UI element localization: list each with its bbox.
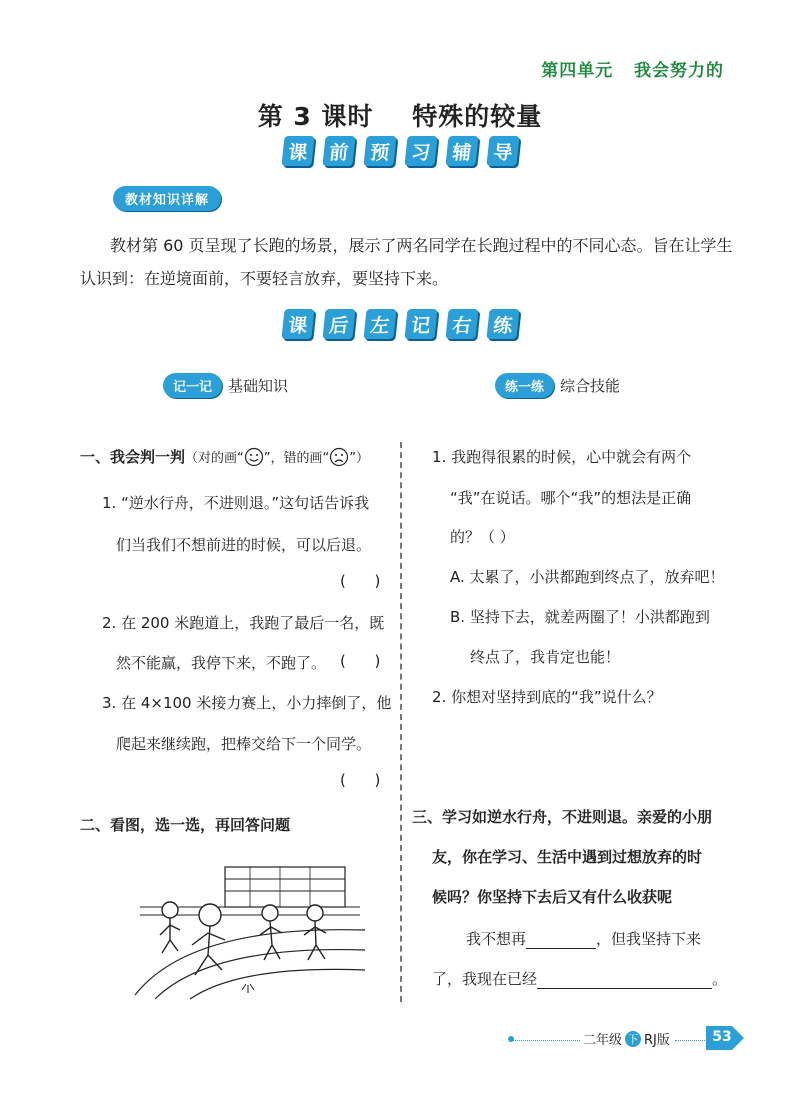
textbook-line-2: 认识到：在逆境面前，不要轻言放弃，要坚持下来。 — [80, 269, 449, 288]
skill-q1-line1: 1. 我跑得很累的时候，心中就会有两个 — [432, 448, 692, 466]
skill-option-b-line1: B. 坚持下去，就差两圈了！小洪都跑到 — [450, 608, 710, 626]
fill-blank-1[interactable] — [526, 932, 596, 949]
banner-char: 右 — [445, 309, 478, 339]
frown-icon — [329, 447, 349, 467]
footer-dot — [508, 1036, 514, 1042]
banner-char: 导 — [486, 136, 519, 166]
left-section-tag: 记一记 — [163, 373, 222, 398]
skill-option-a: A. 太累了，小洪都跑到终点了，放弃吧！ — [450, 568, 725, 586]
right-section-tag: 练一练 — [495, 373, 554, 398]
fill-line-1 — [466, 928, 701, 949]
footer-term-badge: 下 — [625, 1031, 641, 1047]
skill-q1-line3: 的？（ ） — [450, 528, 515, 546]
judge-q3-line1: 3. 在 4×100 米接力赛上，小力摔倒了，他 — [102, 694, 392, 712]
left-section-title: 基础知识 — [228, 377, 289, 395]
answer-paren-q3[interactable]: ( ) — [340, 771, 381, 789]
footer-line-right — [675, 1040, 705, 1041]
banner-char: 记 — [404, 309, 437, 339]
banner-preview — [0, 136, 800, 166]
part2-heading: 二、看图，选一选，再回答问题 — [80, 816, 291, 834]
page-number: 53 — [712, 1029, 732, 1045]
part3-line3: 候吗？你坚持下去后又有什么收获呢 — [432, 888, 673, 906]
banner-char: 习 — [404, 136, 437, 166]
banner-char: 课 — [281, 136, 314, 166]
footer-grade — [583, 1029, 670, 1048]
banner-char: 后 — [322, 309, 355, 339]
footer-grade-text: 二年级 — [583, 1033, 623, 1048]
banner-char: 预 — [363, 136, 396, 166]
judge-q1-line1: 1. “逆水行舟，不进则退。”这句话告诉我 — [102, 494, 370, 512]
column-divider — [400, 442, 402, 1002]
banner-practice — [0, 309, 800, 339]
footer-edition: RJ版 — [644, 1033, 670, 1048]
fill-2-suffix: 。 — [712, 970, 728, 988]
footer-line — [512, 1040, 580, 1041]
part3-line2: 友，你在学习、生活中遇到过想放弃的时 — [432, 848, 703, 866]
page-number-badge — [704, 1024, 746, 1052]
answer-paren-q1[interactable]: ( ) — [340, 572, 381, 590]
answer-paren-q2[interactable]: ( ) — [340, 652, 381, 670]
running-children-illustration — [130, 855, 370, 1000]
judge-q3-line2: 爬起来继续跑，把棒交给下一个同学。 — [116, 735, 372, 753]
fill-1-prefix: 我不想再 — [466, 930, 527, 948]
part1-hint-mid: ”，错的画“ — [263, 451, 330, 466]
fill-2-prefix: 了，我现在已经 — [432, 970, 538, 988]
right-section-header — [495, 373, 620, 398]
lesson-title: 第 3 课时 特殊的较量 — [257, 102, 543, 131]
part1-hint-open: （对的画“ — [185, 451, 244, 466]
banner-char: 辅 — [445, 136, 478, 166]
banner-char: 课 — [281, 309, 314, 339]
judge-q2-line2: 然不能赢，我停下来，不跑了。 — [116, 654, 327, 672]
smile-icon — [244, 447, 264, 467]
judge-q1-line2: 们当我们不想前进的时候，可以后退。 — [116, 536, 372, 554]
banner-char: 左 — [363, 309, 396, 339]
skill-option-b-line2: 终点了，我肯定也能！ — [470, 648, 621, 666]
part1-heading — [80, 446, 369, 467]
judge-q2-line1: 2. 在 200 米跑道上，我跑了最后一名，既 — [102, 614, 385, 632]
part1-title: 一、我会判一判 — [80, 448, 186, 466]
fill-blank-2[interactable] — [537, 972, 712, 989]
part1-hint-close: ”） — [349, 451, 369, 466]
banner-char: 前 — [322, 136, 355, 166]
right-section-title: 综合技能 — [560, 377, 621, 395]
textbook-line-1: 教材第 60 页呈现了长跑的场景，展示了两名同学在长跑过程中的不同心态。旨在让学生 — [110, 236, 733, 255]
fill-line-2 — [432, 968, 727, 989]
part3-line1: 三、学习如逆水行舟，不进则退。亲爱的小朋 — [412, 808, 713, 826]
banner-char: 练 — [486, 309, 519, 339]
fill-1-suffix: ，但我坚持下来 — [596, 930, 702, 948]
skill-q2: 2. 你想对坚持到底的“我”说什么？ — [432, 688, 662, 706]
skill-q1-line2: “我”在说话。哪个“我”的想法是正确 — [450, 489, 692, 507]
left-section-header — [163, 373, 288, 398]
unit-title: 第四单元 我会努力的 — [541, 61, 724, 81]
textbook-pill: 教材知识详解 — [113, 186, 221, 211]
